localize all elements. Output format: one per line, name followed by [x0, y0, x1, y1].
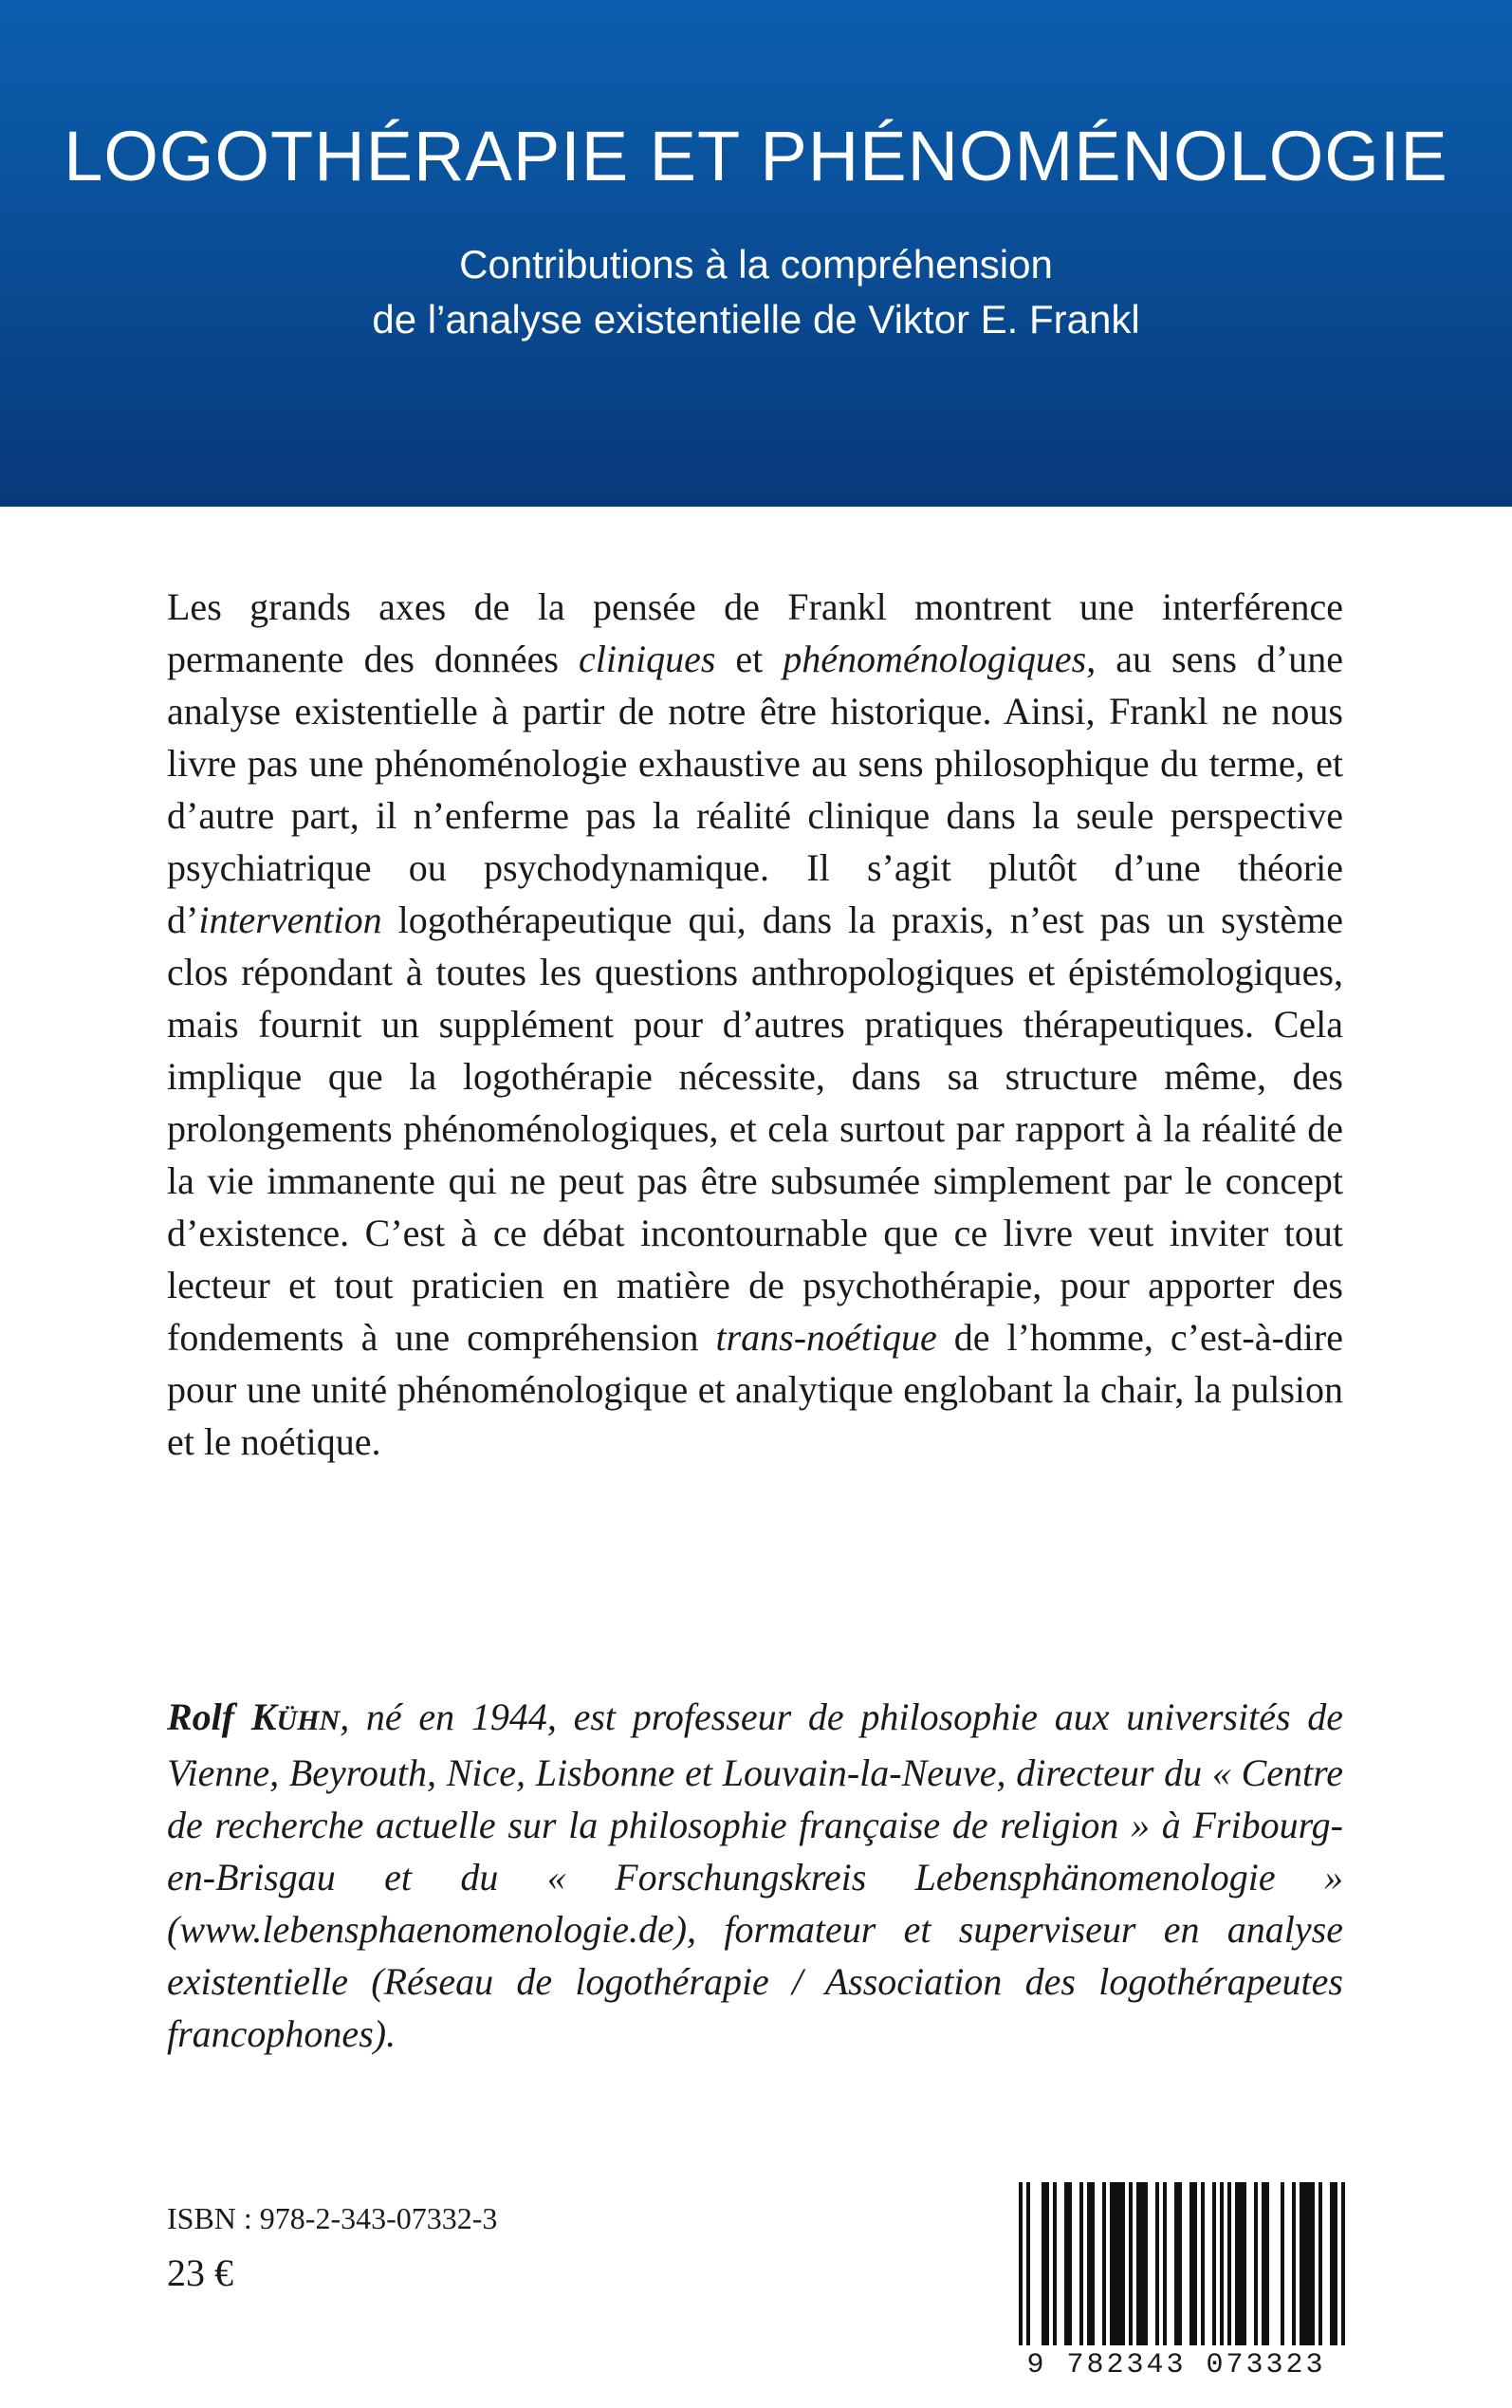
- price-label: 23 €: [167, 2251, 233, 2294]
- subtitle-line-2: de l’analyse existentielle de Viktor E. Frankl: [372, 297, 1140, 342]
- barcode-bar: [1064, 2182, 1072, 2345]
- barcode: [1005, 2182, 1347, 2381]
- barcode-bar: [1042, 2182, 1049, 2345]
- barcode-bar: [1136, 2182, 1148, 2345]
- description-emphasis-cliniques: cliniques: [578, 638, 716, 680]
- author-bio-text: , né en 1944, est professeur de philosophie aux universités de Vienne, Beyrouth, Nice, Lisbonne et Louvain-la-Neuve, directeur du « Centre de recherche actuelle sur la philosophie française de religion » à Fribourg-en-Brisgau et du « Forschungskreis Lebensphänomenologie » (www.lebensphaenomenologie.de), formateur et superviseur en analyse existentielle (Réseau de logothérapie / Association des logothérapeutes francophones).: [167, 1695, 1343, 2055]
- barcode-bar: [1292, 2182, 1296, 2345]
- barcode-bar: [1318, 2182, 1322, 2345]
- description-text-2: , au sens d’une analyse existentielle à partir de notre être historique. Ainsi, Frankl ne nous livre pas une phénoménologie exhaustive au sens philosophique du terme, et d’autre part, il n’enferme pas la réalité clinique dans la seule perspective psychiatrique ou psychodynamique. Il s’agit plutôt d’une théorie d’: [167, 638, 1343, 941]
- barcode-bar: [1201, 2182, 1205, 2345]
- description-text-connector: et: [715, 638, 784, 680]
- author-bio: [167, 1691, 1343, 2060]
- barcode-bar: [1163, 2182, 1167, 2345]
- barcode-digits: 9 782343 073323: [1026, 2349, 1326, 2381]
- description-text-1: Les grands axes de la pensée de Frankl montrent une interférence permanente des données: [167, 585, 1343, 680]
- barcode-bar: [1254, 2182, 1258, 2345]
- barcode-bar: [1079, 2182, 1083, 2345]
- author-surname-rest: ÜHN: [276, 1705, 341, 1736]
- header-banner: [0, 0, 1512, 507]
- barcode-bar: [1026, 2182, 1030, 2345]
- barcode-bar: [1227, 2182, 1231, 2345]
- description-emphasis-intervention: intervention: [198, 898, 382, 941]
- barcode-bar: [1189, 2182, 1197, 2345]
- barcode-bar: [1212, 2182, 1216, 2345]
- book-description: [167, 581, 1343, 1468]
- author-first-name: Rolf: [167, 1695, 251, 1738]
- book-title: LOGOTHÉRAPIE ET PHÉNOMÉNOLOGIE: [64, 117, 1448, 195]
- isbn-label: ISBN : 978-2-343-07332-3: [167, 2201, 498, 2235]
- barcode-bar: [1330, 2182, 1337, 2345]
- author-surname-initial: K: [250, 1695, 277, 1738]
- barcode-bars: [1005, 2182, 1347, 2351]
- barcode-bar: [1053, 2182, 1057, 2345]
- barcode-bar: [1110, 2182, 1125, 2345]
- description-paragraph: [167, 581, 1343, 1468]
- author-paragraph: [167, 1691, 1343, 2060]
- barcode-bar: [1262, 2182, 1269, 2345]
- subtitle-line-1: Contributions à la compréhension: [459, 242, 1053, 287]
- barcode-bar: [1102, 2182, 1106, 2345]
- barcode-bar: [1129, 2182, 1133, 2345]
- description-emphasis-trans-noetique: trans-noétique: [715, 1316, 937, 1359]
- description-text-3: logothérapeutique qui, dans la praxis, n’est pas un système clos répondant à toutes les questions anthropologiques et épistémologiques, mais fournit un supplément pour d’autres pratiques thérapeutiques. Cela implique que la logothérapie nécessite, dans sa structure même, des prolongements phénoménologiques, et cela surtout par rapport à la réalité de la vie immanente qui ne peut pas être subsumée simplement par le concept d’existence. C’est à ce débat incontournable que ce livre veut inviter tout lecteur et tout praticien en matière de psychothérapie, pour apporter des fondements à une compréhension: [167, 898, 1343, 1359]
- barcode-bar: [1235, 2182, 1246, 2345]
- description-emphasis-phenomenologiques: phénoménologiques: [783, 638, 1087, 680]
- book-subtitle: [0, 237, 1512, 347]
- barcode-bar: [1087, 2182, 1095, 2345]
- description-text-4: de l’homme, c’est-à-dire pour une unité phénoménologique et analytique englobant la chair, la pulsion et le noétique.: [167, 1316, 1343, 1463]
- barcode-bar: [1341, 2182, 1345, 2345]
- barcode-bar: [1220, 2182, 1224, 2345]
- barcode-bar: [1155, 2182, 1159, 2345]
- barcode-bar: [1300, 2182, 1315, 2345]
- barcode-bar: [1019, 2182, 1023, 2345]
- barcode-bar: [1174, 2182, 1182, 2345]
- barcode-bar: [1281, 2182, 1284, 2345]
